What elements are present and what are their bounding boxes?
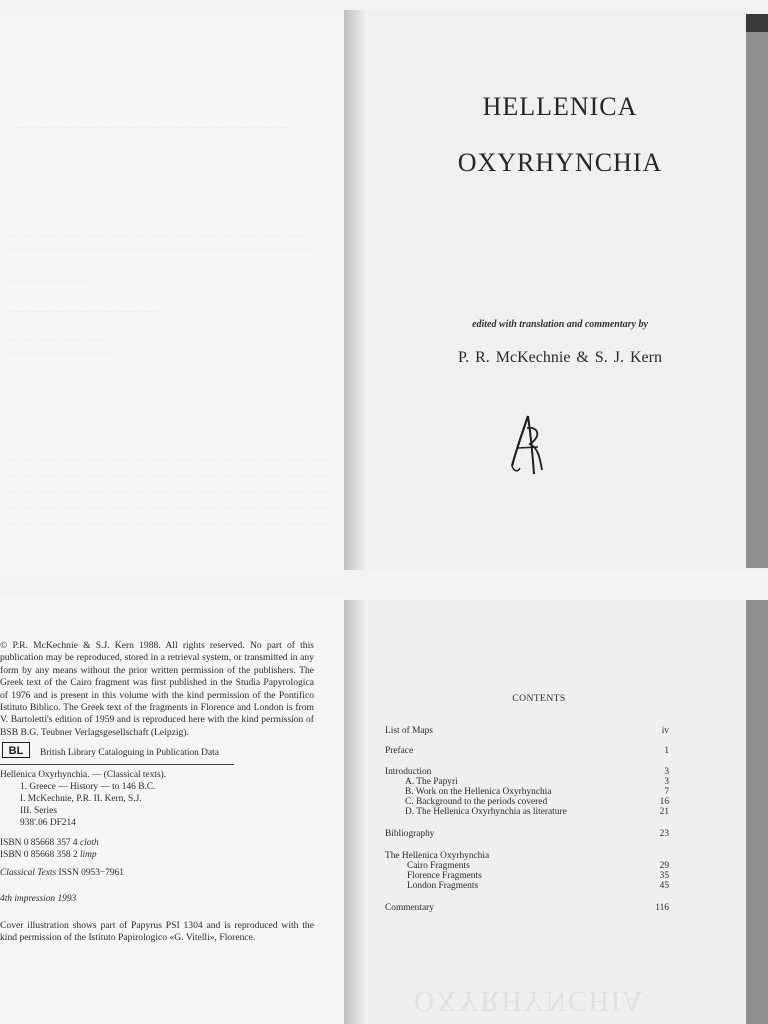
- contents-page: OXYRHYNCHIA CONTENTS List of Maps iv Preface 1 Introduction 3 A. The Papyri 3 B. Work on the Hellenica Oxyrhynchia 7 C. Background to the periods covered 16 D. The Hellenica Oxyrhynchia as literature 21 Bibliography 23 The Hellenica Oxyrhynchia Cairo Fragments 29 Florence Fragments 35 London Fragments 45 Commentary 116: [344, 600, 768, 1024]
- show-through-text: — — — — — — — — — — — — — — — — — — — — — — — — — — —: [4, 454, 339, 465]
- page-edge: [746, 600, 768, 1024]
- british-library-logo-icon: [2, 742, 30, 758]
- show-through-text: — — — — — — — — — — — — — — — — — — — — — — — — — — —: [4, 486, 339, 497]
- contents-heading: CONTENTS: [512, 693, 566, 704]
- cip-subject: 1. Greece — History — to 146 B.C.: [20, 782, 156, 792]
- show-through-text: — — — — — — — — — — — — — — — — — — — — — — — — —: [4, 230, 314, 241]
- cip-series: III. Series: [20, 806, 57, 816]
- authors-line: P. R. McKechnie & S. J. Kern: [458, 349, 662, 366]
- cover-illustration-note: Cover illustration shows part of Papyrus PSI 1304 and is reproduced with the kind permission of the Istituto Papirologico «G. Vitelli», Florence.: [0, 920, 314, 944]
- show-through-text: — — — — — — — — — — — — — — — — — — — — — — — — — — —: [4, 470, 339, 481]
- copyright-notice: © P.R. McKechnie & S.J. Kern 1988. All rights reserved. No part of this publication may be reproduced, stored in a retrieval system, or transmitted in any form by any means without the prior written permission of the publishers. The Greek text of the Cairo fragment was first published in the Studia Papyrologica of 1976 and is present in this volume with the kind permission of the Pontifico Istituto Biblico. The Greek text of the fragments in Florence and London is from V. Bartoletti's edition of 1959 and is reproduced here with the kind permission of BSB B.G. Teubner Verlagsgesellschaft (Leipzig).: [0, 640, 314, 738]
- impression-line: 4th impression 1993: [0, 894, 77, 904]
- isbn-limp: ISBN 0 85668 358 2 limp: [0, 850, 97, 860]
- show-through-text: — — — — — — — — — — — — — — — — — — — — — — — — —: [4, 244, 314, 255]
- blank-verso-page: [0, 14, 344, 574]
- book-title-line-1: HELLENICA: [482, 92, 638, 121]
- aris-and-phillips-monogram-icon: [508, 414, 548, 478]
- isbn-cloth: ISBN 0 85668 357 4 cloth: [0, 838, 99, 848]
- show-through-text: — — — — — — — — — — — — — — — — — — — — — — — — — — —: [4, 518, 339, 529]
- show-through-text: — — — — — — — — — — — — — — — — — — — — — —: [14, 122, 287, 133]
- cip-authors: I. McKechnie, P.R. II. Kern, S.J.: [20, 794, 142, 804]
- page-edge-corner: [746, 14, 768, 32]
- copyright-page: [0, 598, 344, 1024]
- title-page: [344, 10, 768, 570]
- cip-classification: 938'.06 DF214: [20, 818, 76, 828]
- gutter-shadow: [344, 600, 366, 1024]
- page-edge: [746, 14, 768, 568]
- cip-heading: British Library Cataloguing in Publication Data: [40, 748, 219, 758]
- cip-title: Hellenica Oxyrhynchia. — (Classical texts).: [0, 770, 167, 780]
- edited-by-line: edited with translation and commentary by: [472, 319, 648, 330]
- gutter-shadow: [344, 10, 366, 570]
- show-through-text: — — — — — — — — — — — — — — — — — — — — — — — — — — —: [4, 502, 339, 513]
- book-title-line-2: OXYRHYNCHIA: [457, 148, 663, 177]
- show-through-text: — — — — — — —: [4, 276, 89, 287]
- show-through-text: — — — — — — — — — — — — —: [4, 306, 164, 317]
- cip-divider: [0, 764, 234, 765]
- show-through-title: OXYRHYNCHIA: [414, 985, 645, 1016]
- series-issn: Classical Texts ISSN 0953−7961: [0, 868, 124, 878]
- show-through-text: — — — — — — — — —: [4, 334, 114, 345]
- svg-text:BL: BL: [8, 745, 24, 757]
- show-through-text: — — — — — — — — —: [4, 348, 114, 359]
